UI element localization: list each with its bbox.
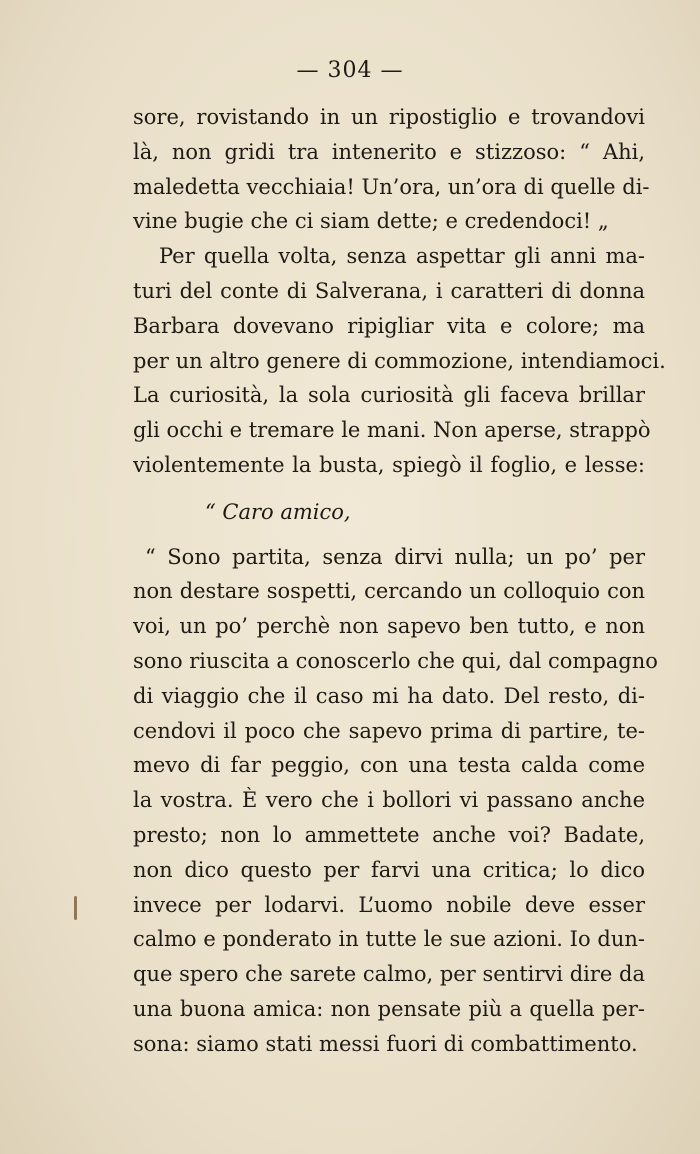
text-line: invece per lodarvi. L’uomo nobile deve esser bbox=[133, 892, 645, 917]
paragraph-1 bbox=[133, 100, 650, 239]
text-line: non dico questo per farvi una critica; lo dico bbox=[133, 857, 645, 882]
text-line: turi del conte di Salverana, i caratteri di donna bbox=[133, 278, 645, 303]
text-line: violentemente la busta, spiegò il foglio, e lesse: bbox=[133, 452, 645, 477]
text-line: una buona amica: non pensate più a quella per- bbox=[133, 996, 645, 1021]
text-line: là, non gridi tra intenerito e stizzoso: “ Ahi, bbox=[133, 139, 645, 164]
text-line: sono riuscita a conoscerlo che qui, dal compagno bbox=[133, 648, 658, 673]
text-line: presto; non lo ammettete anche voi? Badate, bbox=[133, 822, 645, 847]
text-line: “ Sono partita, senza dirvi nulla; un po’ per bbox=[145, 544, 645, 569]
page-number: — 304 — bbox=[296, 58, 404, 83]
text-line: Barbara dovevano ripigliar vita e colore; ma bbox=[133, 313, 645, 338]
text-line: per un altro genere di commozione, intendiamoci. bbox=[133, 348, 666, 373]
letter-body bbox=[133, 540, 658, 1062]
text-line: La curiosità, la sola curiosità gli faceva brillar bbox=[133, 383, 645, 408]
text-line: maledetta vecchiaia! Un’ora, un’ora di quelle di- bbox=[133, 174, 650, 199]
text-line: gli occhi e tremare le mani. Non aperse, strappò bbox=[133, 418, 651, 443]
text-line: cendovi il poco che sapevo prima di partire, te- bbox=[133, 718, 645, 743]
text-line: di viaggio che il caso mi ha dato. Del resto, di- bbox=[133, 683, 645, 708]
text-line: sore, rovistando in un ripostiglio e trovandovi bbox=[133, 105, 645, 129]
letter-salutation: “ Caro amico, bbox=[205, 499, 351, 524]
text-line: calmo e ponderato in tutte le sue azioni. Io dun- bbox=[133, 927, 645, 952]
page-text bbox=[133, 100, 666, 1062]
text-line: mevo di far peggio, con una testa calda come bbox=[133, 753, 645, 778]
text-line: non destare sospetti, cercando un colloquio con bbox=[133, 579, 645, 604]
text-line: la vostra. È vero che i bollori vi passano anche bbox=[133, 788, 645, 813]
text-line: que spero che sarete calmo, per sentirvi dire da bbox=[133, 962, 645, 987]
text-line: sona: siamo stati messi fuori di combattimento. bbox=[133, 1031, 638, 1056]
paragraph-2 bbox=[133, 239, 666, 483]
margin-ink-mark bbox=[74, 896, 77, 920]
text-line: Per quella volta, senza aspettar gli anni ma- bbox=[159, 244, 645, 269]
text-line: voi, un po’ perchè non sapevo ben tutto, e non bbox=[133, 614, 645, 639]
text-line: vine bugie che ci siam dette; e credendoci! „ bbox=[133, 209, 609, 234]
